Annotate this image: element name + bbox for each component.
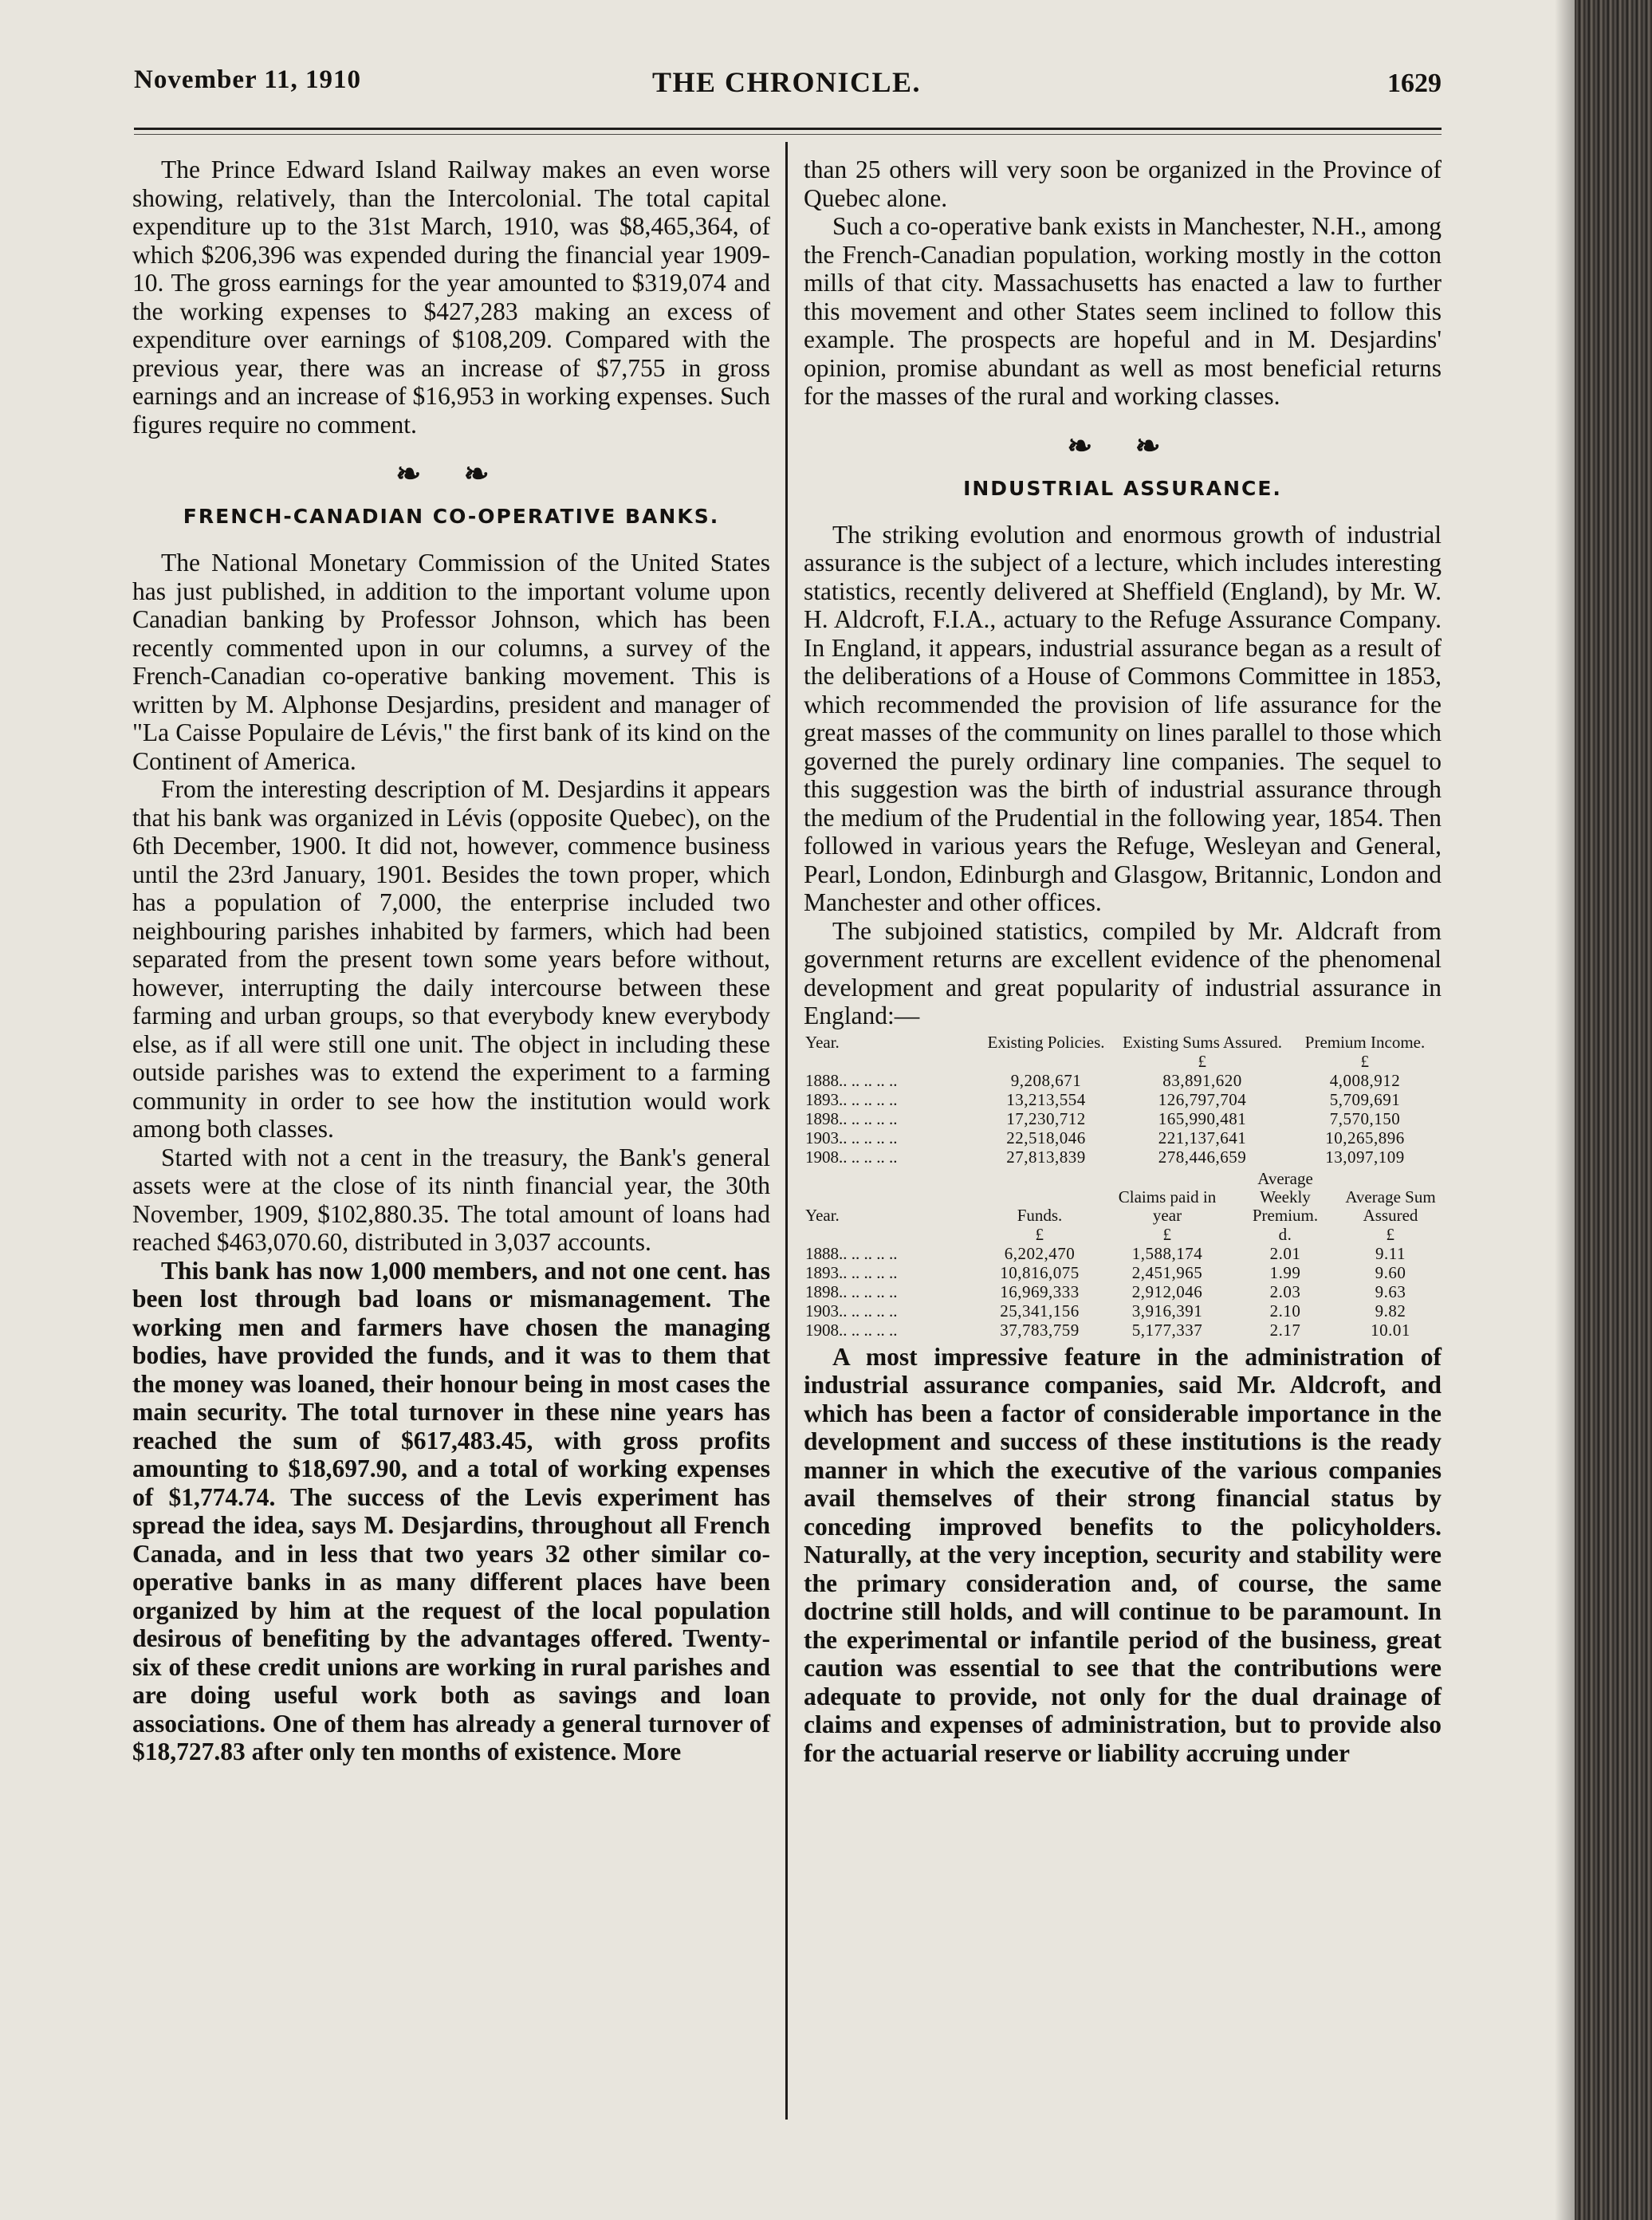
table-cell: 1893.. .. .. .. .. (805, 1262, 898, 1282)
column-divider (785, 142, 788, 2120)
table-unit: £ (1198, 1051, 1207, 1071)
left-column (132, 155, 770, 1766)
table-header-row (804, 1033, 1442, 1052)
continuation-paragraph: than 25 others will very soon be organized in the Province of Quebec alone. (804, 155, 1442, 212)
table-unit: £ (1386, 1224, 1395, 1244)
table-cell: 10,816,075 (1000, 1262, 1080, 1282)
table-cell: 9.82 (1375, 1301, 1406, 1321)
table-cell: 278,446,659 (1158, 1147, 1247, 1167)
table-header: Average Sum Assured (1345, 1187, 1436, 1225)
table-header: Existing Sums Assured. (1122, 1032, 1283, 1052)
page-number: 1629 (1387, 69, 1442, 98)
table-cell: 5,709,691 (1329, 1089, 1401, 1109)
table-cell: 2.17 (1269, 1320, 1301, 1340)
table-cell: 1,588,174 (1131, 1243, 1203, 1263)
table-cell: 1903.. .. .. .. .. (805, 1128, 898, 1147)
table-cell: 1903.. .. .. .. .. (805, 1301, 898, 1321)
table-cell: 2,451,965 (1131, 1262, 1203, 1282)
table-cell: 126,797,704 (1158, 1089, 1247, 1109)
article-paragraph: From the interesting description of M. Desjardins it appears that his bank was organized in Lévis (opposite Quebec), on the 6th December, 1900. It did not, however, commence business until the 23rd January, 1901. Besides the town proper, which has a population of 7,000, the enterprise included two neighbouring parishes inhabited by farmers, which had been separated from the present town some years before without, however, interrupting the daily intercourse between these farming and urban groups, so that everybody knew everybody else, as if all were still one unit. The object in including these outside parishes was to extend the experiment to a farming community in order to see how the institution would work among both classes. (132, 775, 770, 1143)
right-column (804, 155, 1442, 1767)
table-cell: 1908.. .. .. .. .. (805, 1320, 898, 1340)
table-cell: 1.99 (1269, 1262, 1301, 1282)
statistics-table-policies (804, 1033, 1442, 1167)
table-cell: 1908.. .. .. .. .. (805, 1147, 898, 1167)
publication-title: THE CHRONICLE. (652, 66, 922, 98)
table-cell: 1898.. .. .. .. .. (805, 1108, 898, 1128)
article-paragraph: Started with not a cent in the treasury, the Bank's general assets were at the close of its ninth financial year, the 30th November, 1909, $102,880.35. The total amount of loans had reached $463,070.60, distributed in 3,037 accounts. (132, 1143, 770, 1256)
table-cell: 1888.. .. .. .. .. (805, 1070, 898, 1090)
table-cell: 221,137,641 (1158, 1128, 1247, 1147)
table-cell: 25,341,156 (1000, 1301, 1080, 1321)
table-row (804, 1071, 1442, 1090)
table-row (804, 1128, 1442, 1147)
table-cell: 16,969,333 (1000, 1281, 1080, 1301)
table-cell: 1888.. .. .. .. .. (805, 1243, 898, 1263)
article-paragraph: The subjoined statistics, compiled by Mr. Aldcraft from government returns are excellent evidence of the phenomenal development and great popularity of industrial assurance in England:— (804, 916, 1442, 1029)
table-unit: d. (1278, 1224, 1292, 1244)
table-cell: 10.01 (1371, 1320, 1410, 1340)
article-paragraph: The striking evolution and enormous growth of industrial assurance is the subject of a lecture, which includes interesting statistics, recently delivered at Sheffield (England), by Mr. W. H. Aldcroft, F.I.A., actuary to the Refuge Assurance Company. In England, it appears, industrial assurance began as a result of the deliberations of a House of Commons Committee in 1853, which recommended the provision of life assurance for the great masses of the community on lines parallel to those which governed the purely ordinary line companies. The sequel to this suggestion was the birth of industrial assurance through the medium of the Prudential in the following year, 1854. Then followed in various years the Refuge, Wesleyan and General, Pearl, London, Edinburgh and Glasgow, Britannic, London and Manchester and other offices. (804, 520, 1442, 916)
table-header: Premium Income. (1304, 1032, 1426, 1052)
table-cell: 2.03 (1269, 1281, 1301, 1301)
table-header: Year. (805, 1032, 840, 1052)
table-cell: 3,916,391 (1131, 1301, 1203, 1321)
article-paragraph: The National Monetary Commission of the United States has just published, in addition to the important volume upon Canadian banking by Professor Johnson, which has been recently commented upon in our columns, a survey of the French-Canadian co-operative banking movement. This is written by M. Alphonse Desjardins, president and manager of "La Caisse Populaire de Lévis," the first bank of its kind on the Continent of America. (132, 549, 770, 775)
table-unit: £ (1360, 1051, 1370, 1071)
section-ornament: ❧ ❧ (395, 458, 507, 491)
table-cell: 6,202,470 (1004, 1243, 1076, 1263)
table-cell: 2.01 (1269, 1243, 1301, 1263)
table-unit (976, 1052, 1116, 1071)
table-cell: 9,208,671 (1010, 1070, 1082, 1090)
table-unit: £ (1035, 1224, 1044, 1244)
section-ornament: ❧ ❧ (1067, 429, 1178, 463)
table-cell: 17,230,712 (1006, 1108, 1086, 1128)
table-units-row (804, 1225, 1442, 1244)
running-head (134, 65, 1442, 113)
statistics-table-funds (804, 1170, 1442, 1340)
table-cell: 7,570,150 (1329, 1108, 1401, 1128)
article-heading-industrial-assurance: INDUSTRIAL ASSURANCE. (963, 476, 1282, 500)
table-row (804, 1282, 1442, 1301)
table-header: Year. (805, 1205, 840, 1225)
table-cell: 22,518,046 (1006, 1128, 1086, 1147)
table-row (804, 1109, 1442, 1128)
table-cell: 83,891,620 (1162, 1070, 1242, 1090)
table-unit (804, 1052, 976, 1071)
railway-paragraph: The Prince Edward Island Railway makes an even worse showing, relatively, than the Intercolonial. The total capital expenditure up to the 31st March, 1910, was $8,465,364, of which $206,396 was expended during the financial year 1909-10. The gross earnings for the year amounted to $319,074 and the working expenses to $427,283 making an excess of expenditure over earnings of $108,209. Compared with the previous year, there was an increase of $7,755 in gross earnings and an increase of $16,953 in working expenses. Such figures require no comment. (132, 155, 770, 439)
issue-date: November 11, 1910 (134, 65, 361, 94)
table-unit (804, 1225, 976, 1244)
book-spine-edge (1575, 0, 1652, 2220)
table-cell: 37,783,759 (1000, 1320, 1080, 1340)
table-cell: 13,097,109 (1325, 1147, 1405, 1167)
table-cell: 9.63 (1375, 1281, 1406, 1301)
table-cell: 5,177,337 (1131, 1320, 1203, 1340)
table-cell: 2.10 (1269, 1301, 1301, 1321)
table-header: Existing Policies. (987, 1032, 1105, 1052)
table-row (804, 1147, 1442, 1167)
table-cell: 1893.. .. .. .. .. (805, 1089, 898, 1109)
table-row (804, 1244, 1442, 1263)
header-rule (134, 128, 1442, 130)
table-row (804, 1263, 1442, 1282)
table-row (804, 1301, 1442, 1321)
table-header: Average Weekly Premium. (1252, 1168, 1319, 1225)
table-cell: 9.60 (1375, 1262, 1406, 1282)
table-header: Claims paid in year (1118, 1187, 1217, 1225)
header-rule-thin (134, 134, 1442, 135)
table-unit: £ (1162, 1224, 1172, 1244)
table-row (804, 1090, 1442, 1109)
table-cell: 9.11 (1375, 1243, 1406, 1263)
table-header-row (804, 1170, 1442, 1225)
table-cell: 27,813,839 (1006, 1147, 1086, 1167)
table-cell: 2,912,046 (1131, 1281, 1203, 1301)
article-paragraph: Such a co-operative bank exists in Manchester, N.H., among the French-Canadian population, working mostly in the cotton mills of that city. Massachusetts has enacted a law to further this movement and other States seem inclined to follow this example. The prospects are hopeful and in M. Desjardins' opinion, promise abundant as well as most beneficial returns for the masses of the rural and working classes. (804, 212, 1442, 410)
table-cell: 10,265,896 (1325, 1128, 1405, 1147)
article-paragraph: This bank has now 1,000 members, and not one cent. has been lost through bad loans or mismanagement. The working men and farmers have chosen the managing bodies, have provided the funds, and it was to them that the money was loaned, their honour being in most cases the main security. The total turnover in these nine years has reached the sum of $617,483.45, with gross profits amounting to $18,697.90, and a total of working expenses of $1,774.74. The success of the Levis experiment has spread the idea, says M. Desjardins, throughout all French Canada, and in less that two years 32 other similar co-operative banks in as many different places have been organized by him at the request of the local population desirous of benefiting by the advantages offered. Twenty-six of these credit unions are working in rural parishes and are doing useful work both as savings and loan associations. One of them has already a general turnover of $18,727.83 after only ten months of existence. More (132, 1256, 770, 1765)
table-cell: 13,213,554 (1006, 1089, 1086, 1109)
article-paragraph: A most impressive feature in the administration of industrial assurance companies, said Mr. Aldcroft, and which has been a factor of considerable importance in the development and success of these institutions is the ready manner in which the executive of the various companies avail themselves of their strong financial status by conceding improved benefits to the policyholders. Naturally, at the very inception, security and stability were the primary consideration and, of course, the same doctrine still holds, and will continue to be paramount. In the experimental or infantile period of the business, great caution was essential to see that the contributions were adequate to provide, not only for the dual drainage of claims and expenses of administration, but to provide also for the actuarial reserve or liability accruing under (804, 1342, 1442, 1767)
table-units-row (804, 1052, 1442, 1071)
table-cell: 1898.. .. .. .. .. (805, 1281, 898, 1301)
table-header: Funds. (1017, 1205, 1063, 1225)
table-cell: 165,990,481 (1158, 1108, 1247, 1128)
table-cell: 4,008,912 (1329, 1070, 1401, 1090)
article-heading-cooperative-banks: FRENCH-CANADIAN CO-OPERATIVE BANKS. (183, 505, 720, 528)
table-row (804, 1321, 1442, 1340)
